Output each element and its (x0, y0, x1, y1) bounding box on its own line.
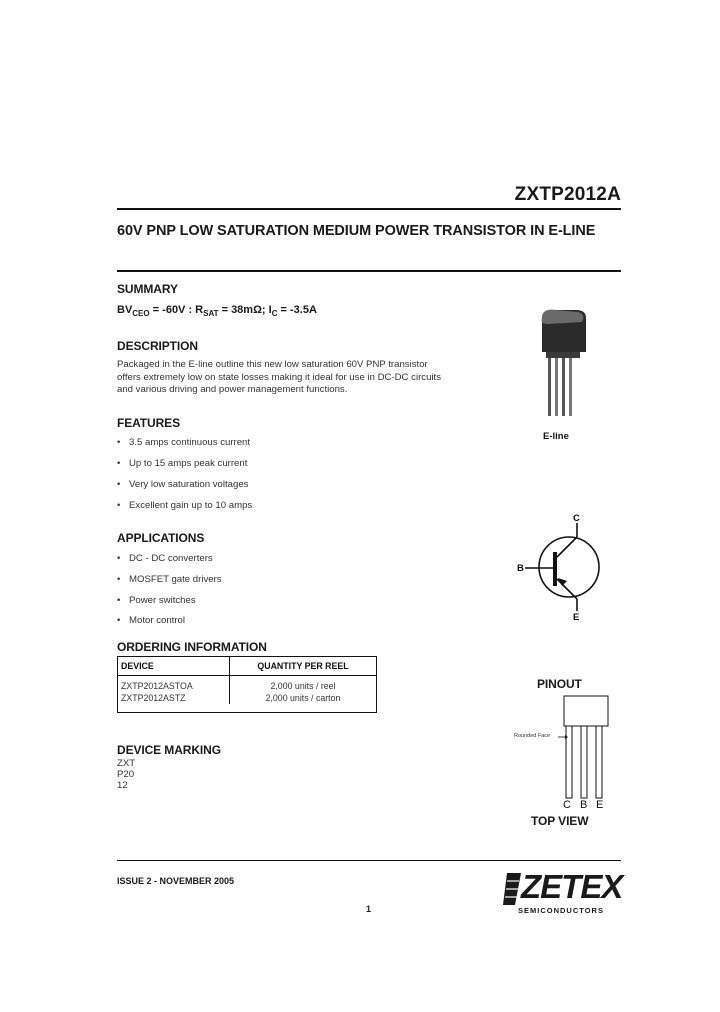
footer-rule (117, 860, 621, 861)
list-item: • Very low saturation voltages (117, 479, 249, 490)
base-label: B (517, 563, 524, 574)
description-text: Packaged in the E-line outline this new low saturation 60V PNP transistor offers extremely low on state losses making it ideal for use in DC-DC circuits and various driving and power management functions. (117, 359, 441, 395)
pinout-heading: PINOUT (537, 677, 582, 691)
summary-specs: $BV_{CEO} = -60V$ : $R_{SAT} = 38m\Omega$; $I_C = -3.5A$ (117, 304, 317, 319)
pin-label-b: B (580, 799, 588, 811)
page-number: 1 (366, 904, 372, 914)
emitter-label: E (573, 612, 580, 623)
issue-date: ISSUE 2 - NOVEMBER 2005 (117, 876, 235, 886)
rounded-face-label: Rounded Face (514, 733, 551, 739)
ordering-table (117, 656, 376, 704)
table-row: ZXTP2012ASTOA 2,000 units / reel (117, 676, 376, 693)
ordering-heading: ORDERING INFORMATION (117, 640, 267, 654)
e-line-label: E-line (543, 431, 569, 442)
list-item: • 3.5 amps continuous current (117, 437, 251, 448)
description-heading: DESCRIPTION (117, 339, 198, 353)
collector-label: C (573, 513, 580, 524)
list-item: • MOSFET gate drivers (117, 574, 222, 585)
list-item: • Power switches (117, 595, 196, 606)
marking-heading: DEVICE MARKING (117, 743, 221, 757)
pinout-diagram (510, 692, 620, 802)
marking-text: ZXT P20 12 (117, 758, 136, 791)
header-rule (117, 208, 621, 210)
pin-label-c: C (563, 799, 571, 811)
list-item: • Excellent gain up to 10 amps (117, 500, 253, 511)
top-view-label: TOP VIEW (531, 814, 589, 828)
summary-heading: SUMMARY (117, 282, 178, 296)
column-header: QUANTITY PER REEL (230, 656, 377, 676)
zetex-logo-mark (503, 871, 523, 907)
list-item: • DC - DC converters (117, 553, 213, 564)
features-heading: FEATURES (117, 416, 180, 430)
pnp-transistor-symbol (525, 515, 605, 620)
title-rule (117, 270, 621, 272)
part-number: ZXTP2012A (514, 184, 621, 205)
page-title: 60V PNP LOW SATURATION MEDIUM POWER TRANSISTOR IN E-LINE (117, 223, 596, 239)
column-header: DEVICE (117, 656, 230, 676)
zetex-logo-text: ZETEX (521, 868, 623, 905)
list-item: • Up to 15 amps peak current (117, 458, 248, 469)
zetex-logo-subtext: SEMICONDUCTORS (518, 906, 604, 915)
table-row: ZXTP2012ASTZ 2,000 units / carton (117, 692, 376, 704)
e-line-package-image (530, 302, 590, 422)
list-item: • Motor control (117, 615, 185, 626)
applications-heading: APPLICATIONS (117, 531, 205, 545)
pin-label-e: E (596, 799, 604, 811)
